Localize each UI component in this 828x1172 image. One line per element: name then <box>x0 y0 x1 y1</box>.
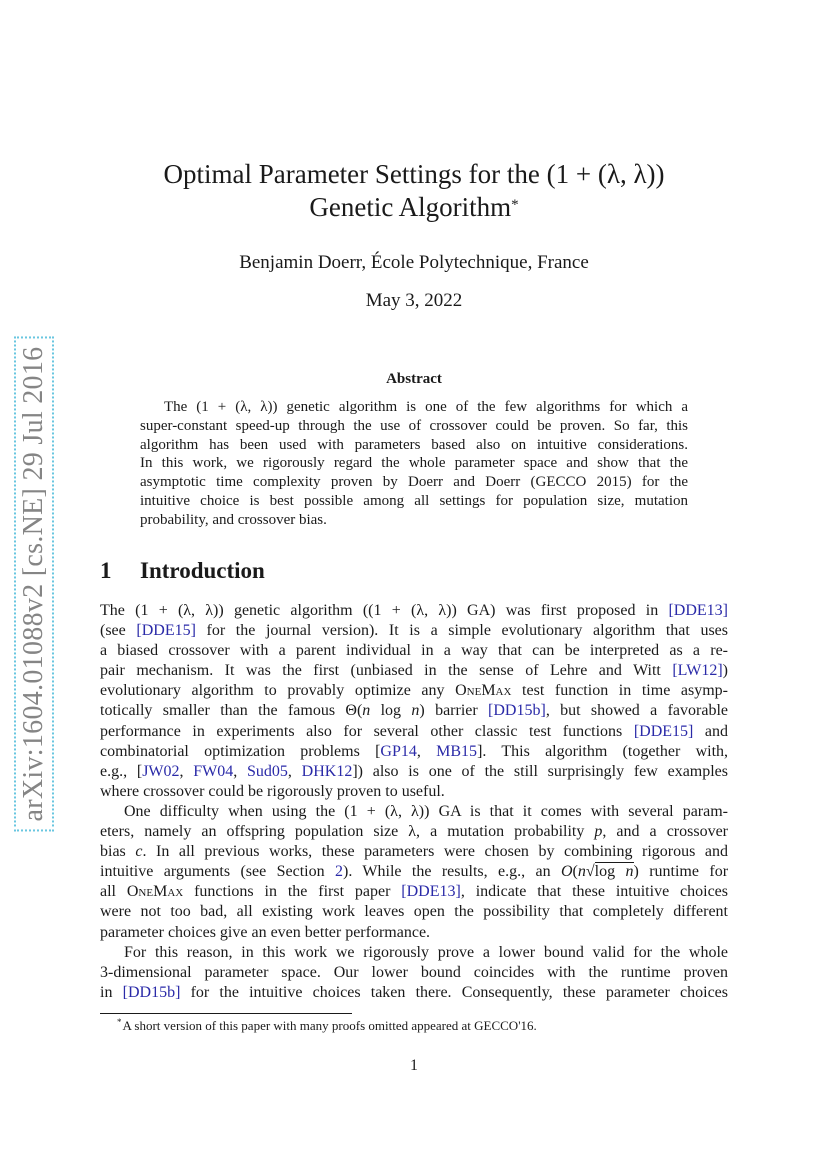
arxiv-stamp: arXiv:1604.01088v2 [cs.NE] 29 Jul 2016 <box>14 337 54 832</box>
abstract-line: super-constant speed-up through the use of crossover could be proven. So far, this <box>140 417 688 434</box>
body-line: a biased crossover with a parent individual in a way that can be interpreted as a re- <box>100 642 728 660</box>
body-line: parameter choices give an even better performance. <box>100 923 431 941</box>
body-line: were not too bad, all existing work leaves open the possibility that completely different <box>100 903 728 921</box>
title-line-1: Optimal Parameter Settings for the (1 + (λ, λ)) <box>163 159 665 189</box>
paper-title <box>100 158 728 224</box>
citation-link[interactable]: [DDE15] <box>136 622 196 640</box>
footnote-mark: * <box>117 1017 122 1027</box>
introduction-body <box>100 601 728 1003</box>
body-line: combinatorial optimization problems [GP14, MB15]. This algorithm (together with, <box>100 742 729 760</box>
citation-link[interactable]: JW02 <box>142 762 180 780</box>
date-line: May 3, 2022 <box>365 290 463 311</box>
abstract-line: probability, and crossover bias. <box>140 511 327 528</box>
author-line: Benjamin Doerr, École Polytechnique, France <box>239 252 589 273</box>
citation-link[interactable]: MB15 <box>436 742 478 760</box>
section-title: Introduction <box>140 558 265 583</box>
section-link[interactable]: 2 <box>335 863 343 881</box>
citation-link[interactable]: DHK12 <box>301 762 353 780</box>
citation-link[interactable]: FW04 <box>193 762 234 780</box>
section-number: 1 <box>100 558 112 583</box>
footnote-text: A short version of this paper with many proofs omitted appeared at GECCO'16. <box>122 1018 537 1033</box>
section-heading <box>100 558 265 584</box>
citation-link[interactable]: [DDE13] <box>668 602 728 619</box>
citation-link[interactable]: [DDE13] <box>401 883 461 901</box>
citation-link[interactable]: Sud05 <box>247 762 288 780</box>
body-line: bias c. In all previous works, these parameters were chosen by combining rigorous and <box>100 843 728 861</box>
abstract-line: asymptotic time complexity proven by Doerr and Doerr (GECCO 2015) for the <box>140 474 688 491</box>
body-line: all OneMax functions in the first paper [DDE13], indicate that these intuitive choices <box>100 883 729 901</box>
citation-link[interactable]: [DDE15] <box>633 722 694 740</box>
footnote <box>117 1018 537 1034</box>
body-line: pair mechanism. It was the first (unbiased in the sense of Lehre and Witt [LW12]) <box>100 662 728 680</box>
title-line-2 <box>100 191 728 224</box>
citation-link[interactable]: [LW12] <box>672 662 723 680</box>
citation-link[interactable]: [DD15b] <box>488 702 546 720</box>
body-line: totically smaller than the famous Θ(n log n) barrier [DD15b], but showed a favorable <box>100 702 728 720</box>
title-line-2-text: Genetic Algorithm <box>309 192 512 222</box>
body-line: where crossover could be rigorously proven to useful. <box>100 782 445 800</box>
footnote-rule <box>100 1013 352 1014</box>
body-line: evolutionary algorithm to provably optimize any OneMax test function in time asymp- <box>100 682 728 700</box>
title-footnote-mark: * <box>511 197 519 213</box>
body-line: e.g., [JW02, FW04, Sud05, DHK12]) also is one of the still surprisingly few examples <box>100 762 729 780</box>
body-line: One difficulty when using the (1 + (λ, λ)) GA is that it comes with several param- <box>124 802 728 820</box>
abstract-line: algorithm has been used with parameters based also on intuitive considerations. <box>140 436 688 453</box>
body-line: eters, namely an offspring population size λ, a mutation probability p, and a crossover <box>100 823 729 841</box>
body-line: (see [DDE15] for the journal version). It is a simple evolutionary algorithm that uses <box>100 622 728 640</box>
page-number: 1 <box>410 1057 418 1074</box>
body-line: For this reason, in this work we rigorously prove a lower bound valid for the whole <box>124 943 728 961</box>
citation-link[interactable]: GP14 <box>380 742 417 760</box>
body-line: intuitive arguments (see Section 2). While the results, e.g., an O(n√log n) runtime for <box>100 863 729 881</box>
body-line: performance in experiments also for several other classic test functions [DDE15] and <box>100 722 728 740</box>
abstract-line: intuitive choice is best possible among all settings for population size, mutation <box>140 492 688 509</box>
abstract-heading: Abstract <box>386 371 442 387</box>
body-line: in [DD15b] for the intuitive choices taken there. Consequently, these parameter choices <box>100 983 728 1001</box>
citation-link[interactable]: [DD15b] <box>122 983 181 1001</box>
body-line: 3-dimensional parameter space. Our lower bound coincides with the runtime proven <box>100 963 728 981</box>
abstract-line: In this work, we rigorously regard the whole parameter space and show that the <box>140 455 688 472</box>
abstract-line: The (1 + (λ, λ)) genetic algorithm is one of the few algorithms for which a <box>164 399 688 415</box>
body-line: The (1 + (λ, λ)) genetic algorithm ((1 + (λ, λ)) GA) was first proposed in [DDE13] <box>100 602 728 619</box>
abstract-body <box>140 398 688 530</box>
